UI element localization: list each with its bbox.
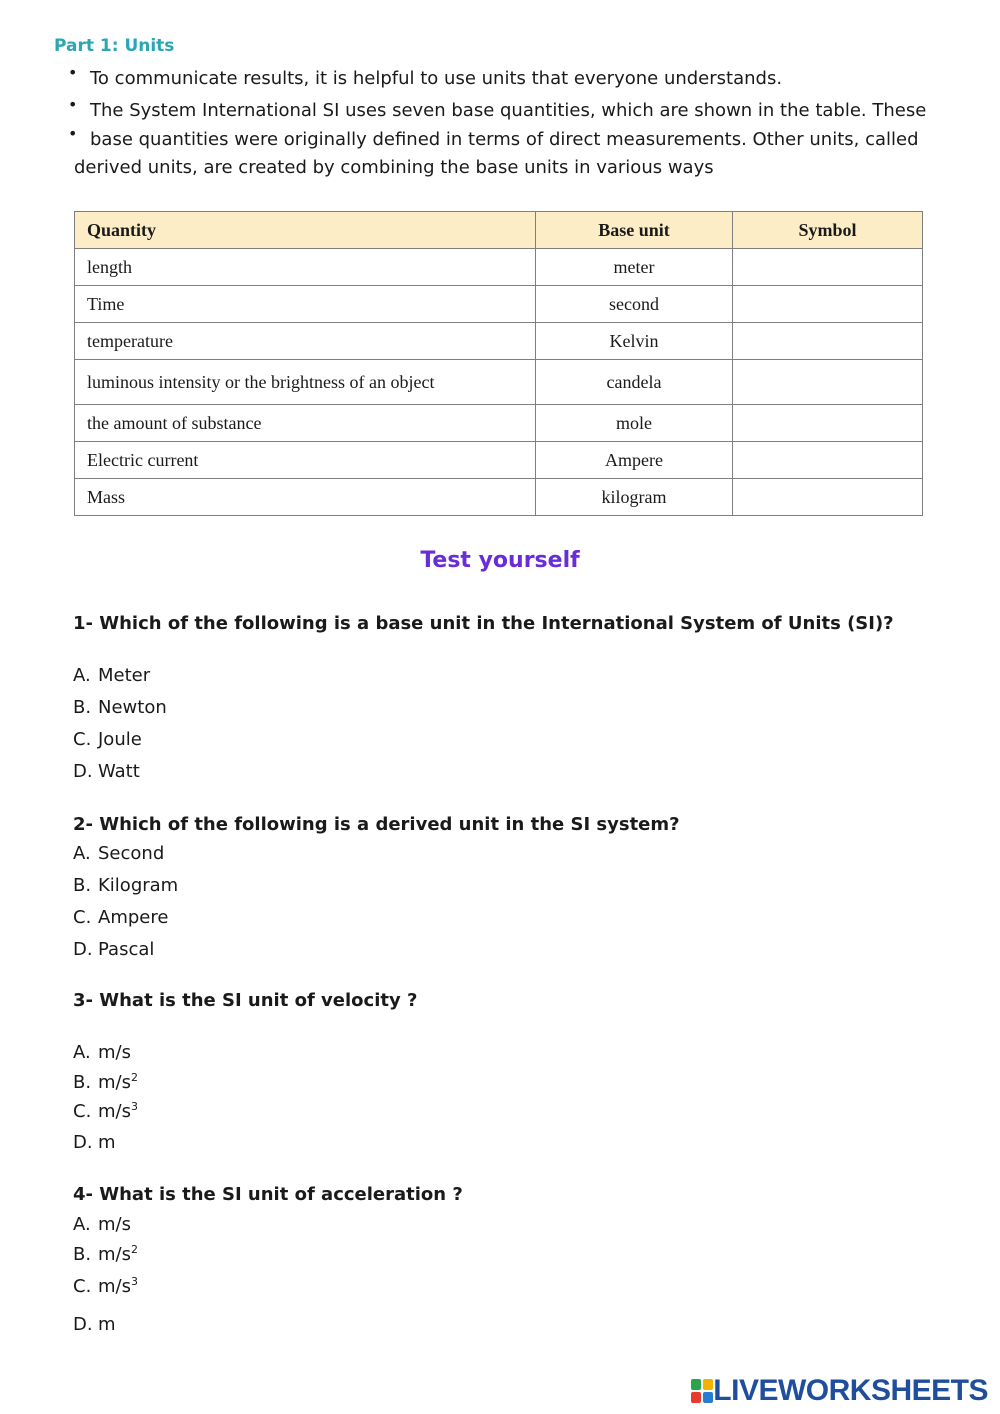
option-text: m/s (98, 1276, 131, 1297)
option-text: Pascal (98, 939, 155, 960)
option-text: Newton (98, 697, 167, 718)
cell-symbol-input[interactable] (733, 479, 923, 516)
option-exponent: 2 (130, 1243, 138, 1256)
bullet-dot: • (68, 95, 78, 114)
option-4c[interactable] (73, 1275, 138, 1297)
question-3: 3- What is the SI unit of velocity ? (73, 990, 418, 1011)
si-base-units-table (74, 211, 923, 516)
cell-quantity: temperature (75, 323, 536, 360)
table-row (75, 249, 923, 286)
cell-quantity: luminous intensity or the brightness of an object (75, 360, 536, 405)
option-letter: D. (73, 1132, 93, 1153)
table-row (75, 286, 923, 323)
option-4a[interactable] (73, 1214, 131, 1235)
option-2b[interactable] (73, 875, 178, 896)
bullet-dot: • (68, 63, 78, 82)
cell-unit: Ampere (536, 442, 733, 479)
option-1b[interactable] (73, 697, 167, 718)
option-letter: B. (73, 697, 92, 718)
option-letter: B. (73, 1072, 92, 1093)
table-row (75, 360, 923, 405)
option-1a[interactable] (73, 665, 150, 686)
option-text: m/s (98, 1072, 131, 1093)
logo-text: LIVEWORKSHEETS (713, 1374, 988, 1407)
option-3d[interactable] (73, 1132, 116, 1153)
option-3b[interactable] (73, 1071, 138, 1093)
cell-symbol-input[interactable] (733, 442, 923, 479)
cell-symbol-input[interactable] (733, 249, 923, 286)
cell-symbol-input[interactable] (733, 360, 923, 405)
option-text: Watt (98, 761, 140, 782)
table-row (75, 323, 923, 360)
table-header-row (75, 212, 923, 249)
option-2c[interactable] (73, 907, 168, 928)
option-letter: A. (73, 665, 91, 686)
cell-symbol-input[interactable] (733, 405, 923, 442)
option-exponent: 2 (130, 1071, 138, 1084)
option-3c[interactable] (73, 1100, 138, 1122)
cell-quantity: the amount of substance (75, 405, 536, 442)
liveworksheets-logo (691, 1376, 988, 1406)
cell-quantity: Mass (75, 479, 536, 516)
cell-symbol-input[interactable] (733, 323, 923, 360)
header-base-unit: Base unit (536, 212, 733, 249)
option-letter: B. (73, 875, 92, 896)
option-letter: C. (73, 729, 92, 750)
option-letter: D. (73, 939, 93, 960)
cell-unit: candela (536, 360, 733, 405)
bullet-text: To communicate results, it is helpful to use units that everyone understands. (90, 68, 783, 89)
cell-symbol-input[interactable] (733, 286, 923, 323)
header-quantity: Quantity (75, 212, 536, 249)
option-text: m (98, 1314, 116, 1335)
test-title: Test yourself (420, 548, 580, 573)
option-text: m/s (98, 1244, 131, 1265)
option-3a[interactable] (73, 1042, 131, 1063)
option-text: Second (98, 843, 165, 864)
option-text: Kilogram (98, 875, 179, 896)
option-letter: D. (73, 761, 93, 782)
question-4: 4- What is the SI unit of acceleration ? (73, 1184, 463, 1205)
cell-unit: second (536, 286, 733, 323)
option-exponent: 3 (130, 1275, 138, 1288)
cell-quantity: Time (75, 286, 536, 323)
option-1d[interactable] (73, 761, 140, 782)
option-text: Ampere (98, 907, 169, 928)
option-letter: D. (73, 1314, 93, 1335)
table-row (75, 479, 923, 516)
paragraph-continuation: derived units, are created by combining the base units in various ways (74, 157, 714, 178)
question-2: 2- Which of the following is a derived unit in the SI system? (73, 814, 680, 835)
cell-quantity: Electric current (75, 442, 536, 479)
option-letter: A. (73, 843, 91, 864)
cell-quantity: length (75, 249, 536, 286)
option-text: m (98, 1132, 116, 1153)
bullet-text: The System International SI uses seven base quantities, which are shown in the table. These (90, 100, 927, 121)
option-2d[interactable] (73, 939, 154, 960)
option-text: Joule (98, 729, 142, 750)
header-symbol: Symbol (733, 212, 923, 249)
option-letter: A. (73, 1214, 91, 1235)
option-text: Meter (98, 665, 151, 686)
option-1c[interactable] (73, 729, 142, 750)
bullet-dot: • (68, 124, 78, 143)
option-4d[interactable] (73, 1314, 116, 1335)
bullet-text: base quantities were originally defined in terms of direct measurements. Other units, called (90, 129, 919, 150)
option-exponent: 3 (130, 1100, 138, 1113)
table-row (75, 405, 923, 442)
option-letter: B. (73, 1244, 92, 1265)
option-letter: C. (73, 1101, 92, 1122)
cell-unit: Kelvin (536, 323, 733, 360)
section-title: Part 1: Units (54, 36, 175, 56)
liveworksheets-mark-icon (691, 1379, 713, 1403)
option-text: m/s (98, 1101, 131, 1122)
option-2a[interactable] (73, 843, 164, 864)
option-4b[interactable] (73, 1243, 138, 1265)
question-1: 1- Which of the following is a base unit in the International System of Units (SI)? (73, 613, 894, 634)
cell-unit: kilogram (536, 479, 733, 516)
cell-unit: mole (536, 405, 733, 442)
option-letter: C. (73, 907, 92, 928)
option-text: m/s (98, 1042, 131, 1063)
option-letter: C. (73, 1276, 92, 1297)
option-letter: A. (73, 1042, 91, 1063)
table-row (75, 442, 923, 479)
option-text: m/s (98, 1214, 131, 1235)
cell-unit: meter (536, 249, 733, 286)
